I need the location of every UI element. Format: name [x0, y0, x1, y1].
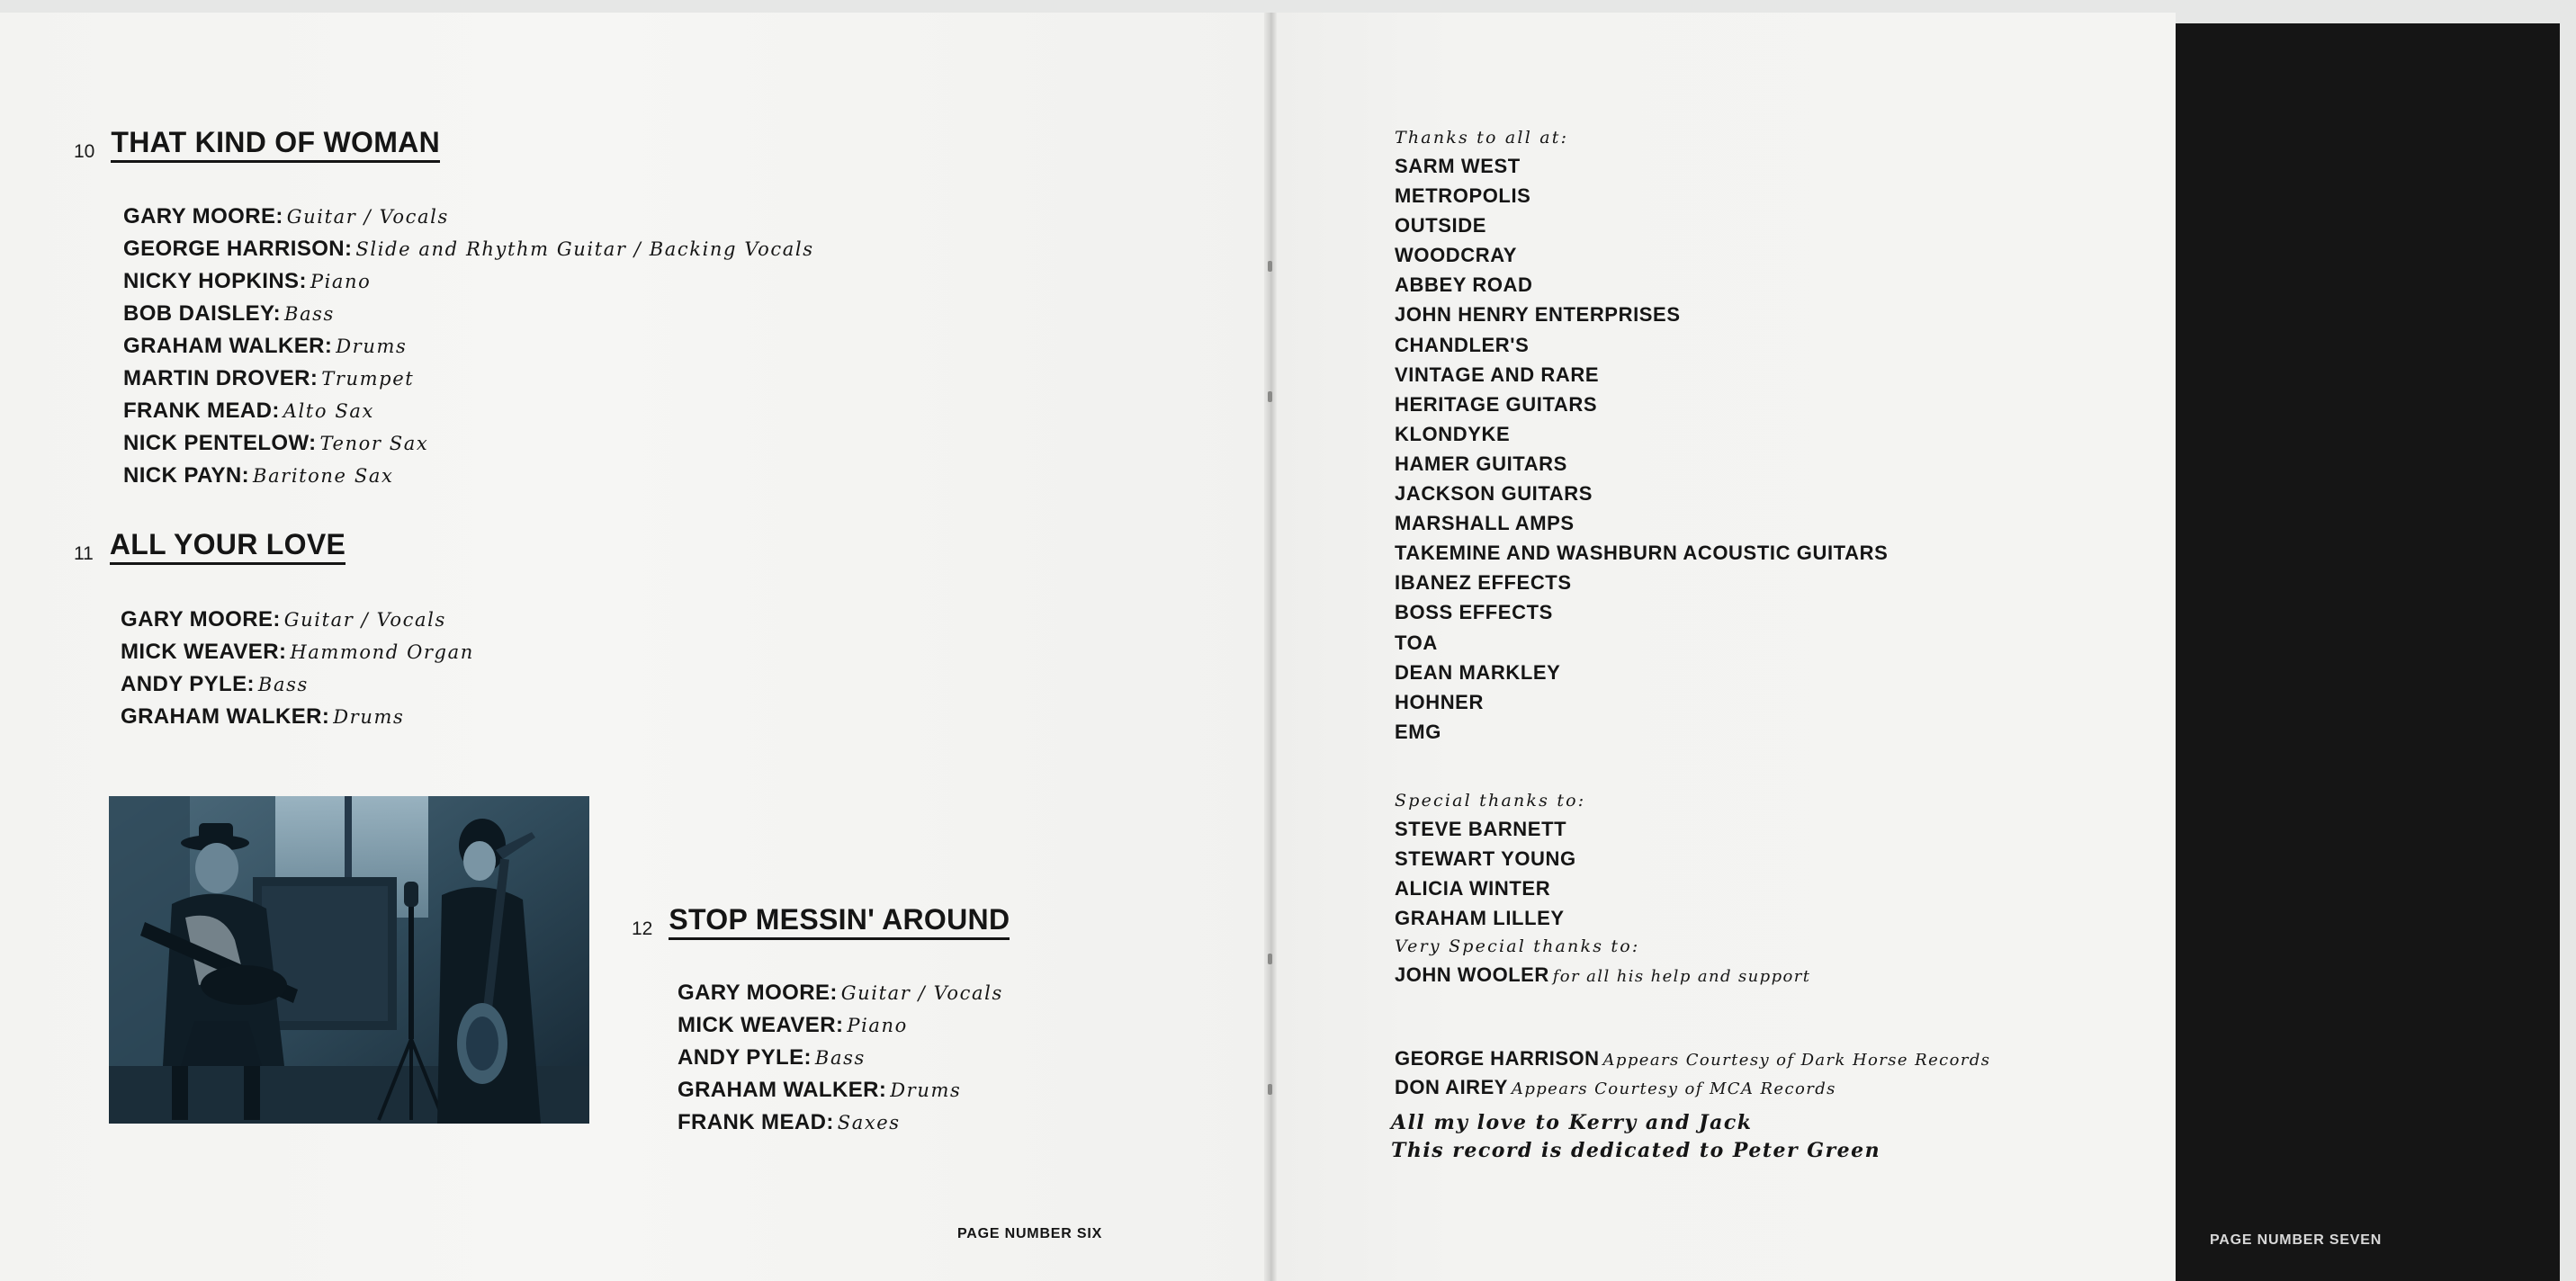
credit-note: Appears Courtesy of Dark Horse Records: [1602, 1051, 1991, 1070]
credit-line: [123, 460, 814, 492]
credit-name: GRAHAM WALKER:: [123, 334, 333, 358]
credit-line: [121, 636, 474, 668]
thanks-item: HOHNER: [1395, 690, 1484, 713]
thanks-item: JOHN HENRY ENTERPRISES: [1395, 303, 1681, 327]
courtesy-line: [1395, 1074, 1990, 1103]
credit-line: [123, 427, 814, 460]
thanks-section: [1395, 124, 1888, 747]
credit-line: [123, 363, 814, 395]
credit-name: NICK PAYN:: [123, 463, 250, 488]
credit-name: NICK PENTELOW:: [123, 431, 317, 455]
credit-role: Bass: [257, 674, 309, 695]
credit-role: Piano: [310, 271, 372, 292]
thanks-item: ABBEY ROAD: [1395, 273, 1533, 297]
credit-line: [678, 1074, 1003, 1106]
credit-note: Appears Courtesy of MCA Records: [1511, 1079, 1836, 1098]
credit-name: GARY MOORE:: [121, 607, 281, 632]
page-number-six: PAGE NUMBER SIX: [957, 1226, 1103, 1241]
credit-line: [121, 604, 474, 636]
thanks-item: STEWART YOUNG: [1395, 847, 1576, 871]
track-12-credits: [678, 977, 1003, 1139]
credit-role: Slide and Rhythm Guitar / Backing Vocals: [355, 238, 814, 260]
track-11-heading: [74, 528, 346, 565]
credit-line: [678, 1009, 1003, 1042]
credit-role: Guitar / Vocals: [283, 609, 446, 631]
track-10-heading: [74, 126, 440, 163]
thanks-item: EMG: [1395, 720, 1441, 743]
thanks-item: GRAHAM LILLEY: [1395, 907, 1565, 930]
credit-name: MICK WEAVER:: [678, 1013, 844, 1037]
dedication-line: All my love to Kerry and Jack: [1391, 1111, 1753, 1134]
credit-note: for all his help and support: [1552, 967, 1811, 987]
credit-role: Baritone Sax: [253, 465, 394, 487]
credit-name: NICKY HOPKINS:: [123, 269, 307, 293]
credit-name: JOHN WOOLER: [1395, 963, 1549, 987]
thanks-item: DEAN MARKLEY: [1395, 660, 1561, 684]
track-10-credits: [123, 201, 814, 492]
track-12-heading: [632, 903, 1010, 940]
credit-name: MARTIN DROVER:: [123, 366, 319, 390]
track-number: 12: [632, 918, 653, 939]
credit-role: Trumpet: [321, 368, 415, 390]
credit-line: [678, 977, 1003, 1009]
staple-mark: [1268, 1084, 1272, 1095]
credit-name: FRANK MEAD:: [678, 1110, 834, 1134]
thanks-item: SARM WEST: [1395, 155, 1521, 177]
thanks-item: OUTSIDE: [1395, 214, 1486, 237]
credit-line: [123, 265, 814, 298]
thanks-item: TAKEMINE AND WASHBURN ACOUSTIC GUITARS: [1395, 542, 1889, 565]
credit-role: Piano: [847, 1015, 908, 1036]
thanks-item: STEVE BARNETT: [1395, 818, 1567, 840]
thanks-item: CHANDLER'S: [1395, 333, 1530, 356]
credit-name: GEORGE HARRISON: [1395, 1047, 1600, 1070]
credit-name: ANDY PYLE:: [678, 1045, 812, 1070]
thanks-item: IBANEZ EFFECTS: [1395, 571, 1572, 595]
credit-role: Hammond Organ: [290, 641, 474, 663]
staple-mark: [1268, 954, 1272, 964]
band-photo-image: [109, 796, 589, 1124]
credit-role: Drums: [333, 706, 405, 728]
thanks-item: ALICIA WINTER: [1395, 877, 1551, 900]
credit-name: ANDY PYLE:: [121, 672, 255, 696]
track-number: 11: [74, 543, 94, 564]
track-title: THAT KIND OF WOMAN: [111, 126, 440, 163]
special-thanks-section: [1395, 787, 1810, 991]
dedication-section: [1391, 1109, 1880, 1165]
credit-role: Drums: [336, 336, 408, 357]
credit-role: Guitar / Vocals: [286, 206, 449, 228]
dedication-line: This record is dedicated to Peter Green: [1391, 1139, 1881, 1162]
credit-line: [123, 201, 814, 233]
thanks-item: KLONDYKE: [1395, 422, 1511, 445]
credit-role: Bass: [814, 1047, 866, 1069]
courtesy-section: [1395, 1045, 1990, 1103]
credit-line: [123, 395, 814, 427]
credit-line: [123, 298, 814, 330]
thanks-item: HAMER GUITARS: [1395, 452, 1567, 475]
very-special-thanks-heading: Very Special thanks to:: [1395, 936, 1640, 957]
credit-line: [121, 701, 474, 733]
track-11-credits: [121, 604, 474, 733]
thanks-item: WOODCRAY: [1395, 244, 1517, 267]
credit-line: [121, 668, 474, 701]
thanks-item: BOSS EFFECTS: [1395, 601, 1553, 624]
credit-role: Bass: [284, 303, 335, 325]
thanks-heading: Thanks to all at:: [1395, 128, 1569, 148]
thanks-item: TOA: [1395, 631, 1438, 654]
credit-line: [678, 1042, 1003, 1074]
credit-line: [123, 233, 814, 265]
black-panel: [2176, 23, 2560, 1281]
credit-name: GEORGE HARRISON:: [123, 237, 353, 261]
credit-name: GARY MOORE:: [123, 204, 283, 228]
thanks-item: JACKSON GUITARS: [1395, 482, 1593, 506]
special-thanks-heading: Special thanks to:: [1395, 791, 1586, 811]
page-number-seven: PAGE NUMBER SEVEN: [2210, 1232, 2383, 1248]
thanks-item: MARSHALL AMPS: [1395, 512, 1575, 535]
credit-role: Saxes: [837, 1112, 901, 1133]
credit-line: [678, 1106, 1003, 1139]
thanks-item: VINTAGE AND RARE: [1395, 363, 1600, 386]
track-title: ALL YOUR LOVE: [110, 528, 346, 565]
thanks-item: HERITAGE GUITARS: [1395, 392, 1598, 416]
staple-mark: [1268, 391, 1272, 402]
staple-mark: [1268, 261, 1272, 272]
credit-role: Tenor Sax: [319, 433, 429, 454]
band-photo: [109, 796, 589, 1124]
credit-role: Alto Sax: [283, 400, 374, 422]
credit-name: MICK WEAVER:: [121, 640, 287, 664]
credit-role: Guitar / Vocals: [840, 982, 1003, 1004]
credit-name: DON AIREY: [1395, 1076, 1508, 1098]
thanks-item: METROPOLIS: [1395, 184, 1531, 208]
credit-name: BOB DAISLEY:: [123, 301, 282, 326]
credit-name: GARY MOORE:: [678, 981, 838, 1005]
track-number: 10: [74, 141, 95, 162]
credit-role: Drums: [890, 1079, 962, 1101]
courtesy-line: [1395, 1045, 1990, 1074]
credit-name: FRANK MEAD:: [123, 399, 280, 423]
very-special-line: [1395, 960, 1810, 991]
credit-line: [123, 330, 814, 363]
credit-name: GRAHAM WALKER:: [121, 704, 330, 729]
track-title: STOP MESSIN' AROUND: [669, 903, 1010, 940]
credit-name: GRAHAM WALKER:: [678, 1078, 887, 1102]
